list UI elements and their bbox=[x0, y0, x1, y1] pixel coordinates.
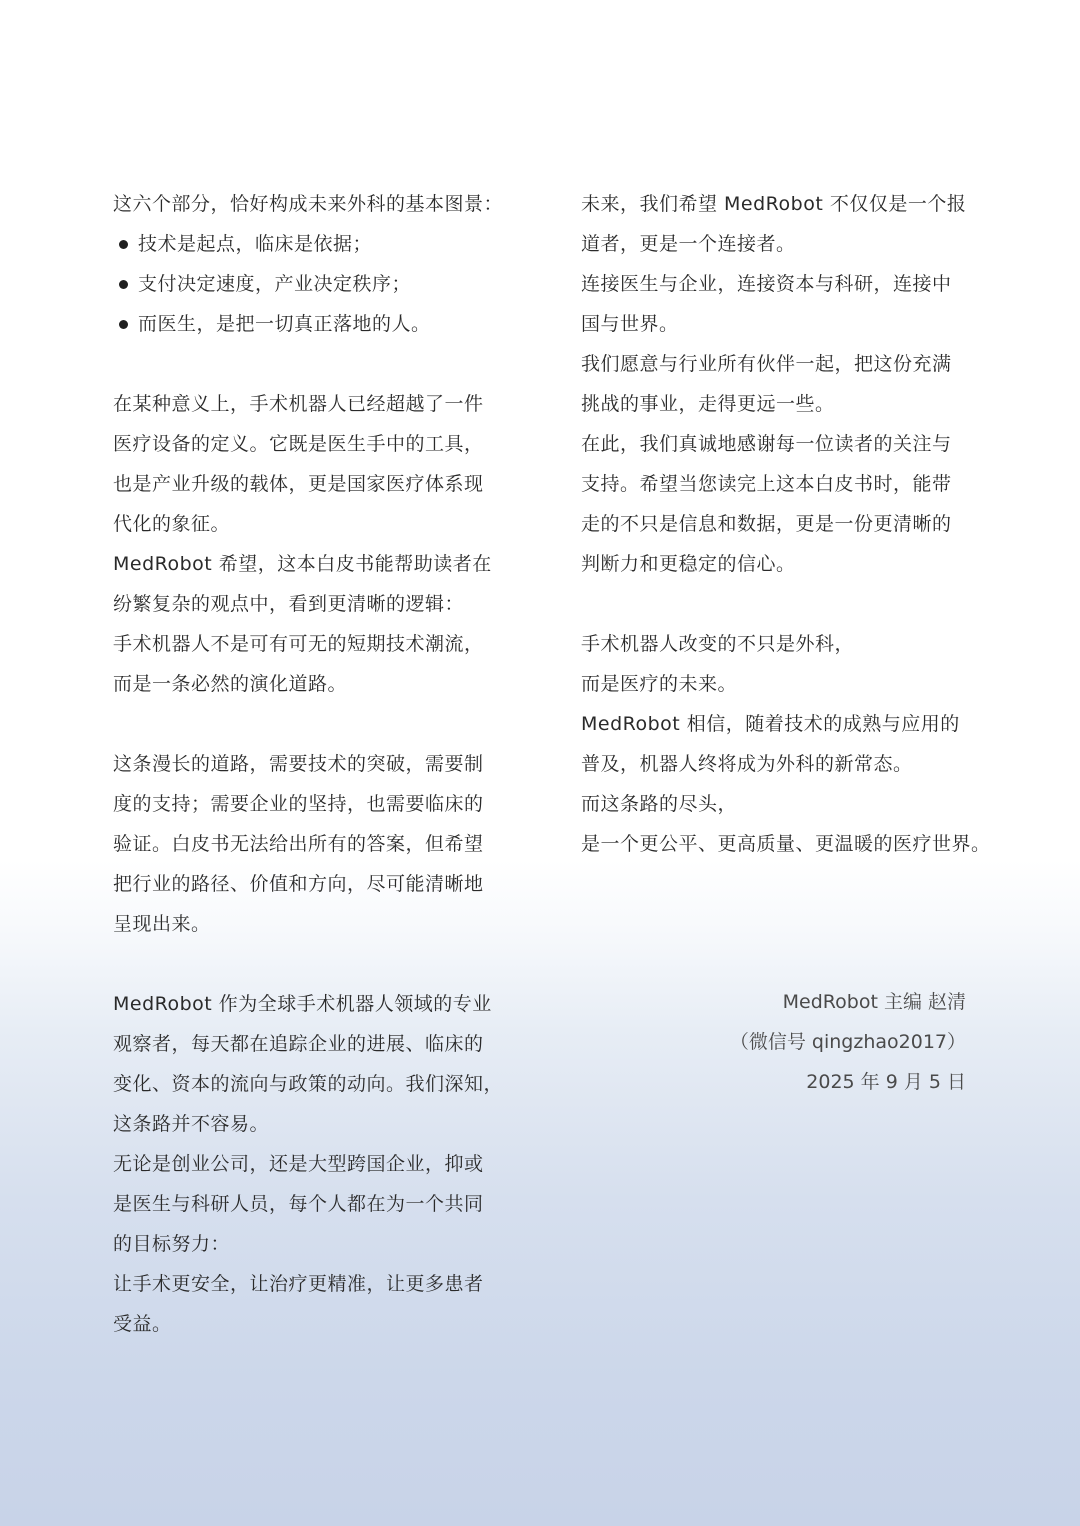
bullet-item bbox=[113, 264, 513, 304]
text-line: MedRobot 相信，随着技术的成熟与应用的 bbox=[581, 713, 960, 735]
text-line: 道者，更是一个连接者。 bbox=[581, 233, 796, 255]
text-line: 在此，我们真诚地感谢每一位读者的关注与 bbox=[581, 433, 952, 455]
left-column bbox=[113, 184, 513, 1344]
text-line: 普及，机器人终将成为外科的新常态。 bbox=[581, 753, 913, 775]
text-line: 的目标努力： bbox=[113, 1233, 231, 1255]
text-line: 变化、资本的流向与政策的动向。我们深知， bbox=[113, 1073, 504, 1095]
text-line: 而是医疗的未来。 bbox=[581, 673, 738, 695]
text-line: 未来，我们希望 MedRobot 不仅仅是一个报 bbox=[581, 193, 967, 215]
text-line: 连接医生与企业，连接资本与科研，连接中 bbox=[581, 273, 952, 295]
right-column bbox=[581, 184, 991, 864]
text-line: 代化的象征。 bbox=[113, 513, 231, 535]
text-line: 度的支持；需要企业的坚持，也需要临床的 bbox=[113, 793, 484, 815]
bullet-dot-icon bbox=[119, 320, 128, 329]
text-line: 而这条路的尽头， bbox=[581, 793, 738, 815]
text-line: 也是产业升级的载体，更是国家医疗体系现 bbox=[113, 473, 484, 495]
paragraph-conclusion bbox=[581, 624, 991, 864]
signature-wechat: （微信号 qingzhao2017） bbox=[729, 1031, 966, 1053]
text-line: 让手术更安全，让治疗更精准，让更多患者 bbox=[113, 1273, 484, 1295]
signature-date: 2025 年 9 月 5 日 bbox=[806, 1071, 966, 1093]
bullet-text: 技术是起点，临床是依据； bbox=[138, 233, 373, 255]
bullet-dot-icon bbox=[119, 240, 128, 249]
text-line: 而是一条必然的演化道路。 bbox=[113, 673, 348, 695]
text-line: 支持。希望当您读完上这本白皮书时，能带 bbox=[581, 473, 952, 495]
text-line: 手术机器人不是可有可无的短期技术潮流， bbox=[113, 633, 484, 655]
text-line: 受益。 bbox=[113, 1313, 172, 1335]
bullet-item bbox=[113, 224, 513, 264]
paragraph-future bbox=[581, 184, 981, 584]
text-line: MedRobot 希望，这本白皮书能帮助读者在 bbox=[113, 553, 492, 575]
intro-text: 这六个部分，恰好构成未来外科的基本图景： bbox=[113, 193, 504, 215]
text-line: 是医生与科研人员，每个人都在为一个共同 bbox=[113, 1193, 484, 1215]
text-line: 呈现出来。 bbox=[113, 913, 211, 935]
text-line: 纷繁复杂的观点中，看到更清晰的逻辑： bbox=[113, 593, 465, 615]
text-line: 无论是创业公司，还是大型跨国企业，抑或 bbox=[113, 1153, 484, 1175]
text-line: 这条路并不容易。 bbox=[113, 1113, 270, 1135]
bullet-dot-icon bbox=[119, 280, 128, 289]
bullet-list bbox=[113, 224, 513, 344]
paragraph-road bbox=[113, 744, 513, 944]
text-line: 手术机器人改变的不只是外科， bbox=[581, 633, 855, 655]
text-line: 我们愿意与行业所有伙伴一起，把这份充满 bbox=[581, 353, 952, 375]
signature-block bbox=[730, 982, 966, 1102]
paragraph-observer bbox=[113, 984, 513, 1344]
text-line: 国与世界。 bbox=[581, 313, 679, 335]
text-line: 挑战的事业，走得更远一些。 bbox=[581, 393, 835, 415]
text-line: MedRobot 作为全球手术机器人领域的专业 bbox=[113, 993, 492, 1015]
text-line: 在某种意义上，手术机器人已经超越了一件 bbox=[113, 393, 484, 415]
bullet-text: 而医生，是把一切真正落地的人。 bbox=[138, 313, 431, 335]
text-line: 判断力和更稳定的信心。 bbox=[581, 553, 796, 575]
text-line: 走的不只是信息和数据，更是一份更清晰的 bbox=[581, 513, 952, 535]
paragraph-significance bbox=[113, 384, 513, 704]
text-line: 医疗设备的定义。它既是医生手中的工具， bbox=[113, 433, 484, 455]
text-line: 这条漫长的道路，需要技术的突破，需要制 bbox=[113, 753, 484, 775]
text-line: 是一个更公平、更高质量、更温暖的医疗世界。 bbox=[581, 833, 991, 855]
text-line: 验证。白皮书无法给出所有的答案，但希望 bbox=[113, 833, 484, 855]
text-line: 把行业的路径、价值和方向，尽可能清晰地 bbox=[113, 873, 484, 895]
bullet-item bbox=[113, 304, 513, 344]
text-line: 观察者，每天都在追踪企业的进展、临床的 bbox=[113, 1033, 484, 1055]
signature-author: MedRobot 主编 赵清 bbox=[782, 991, 966, 1013]
bullet-text: 支付决定速度，产业决定秩序； bbox=[138, 273, 412, 295]
